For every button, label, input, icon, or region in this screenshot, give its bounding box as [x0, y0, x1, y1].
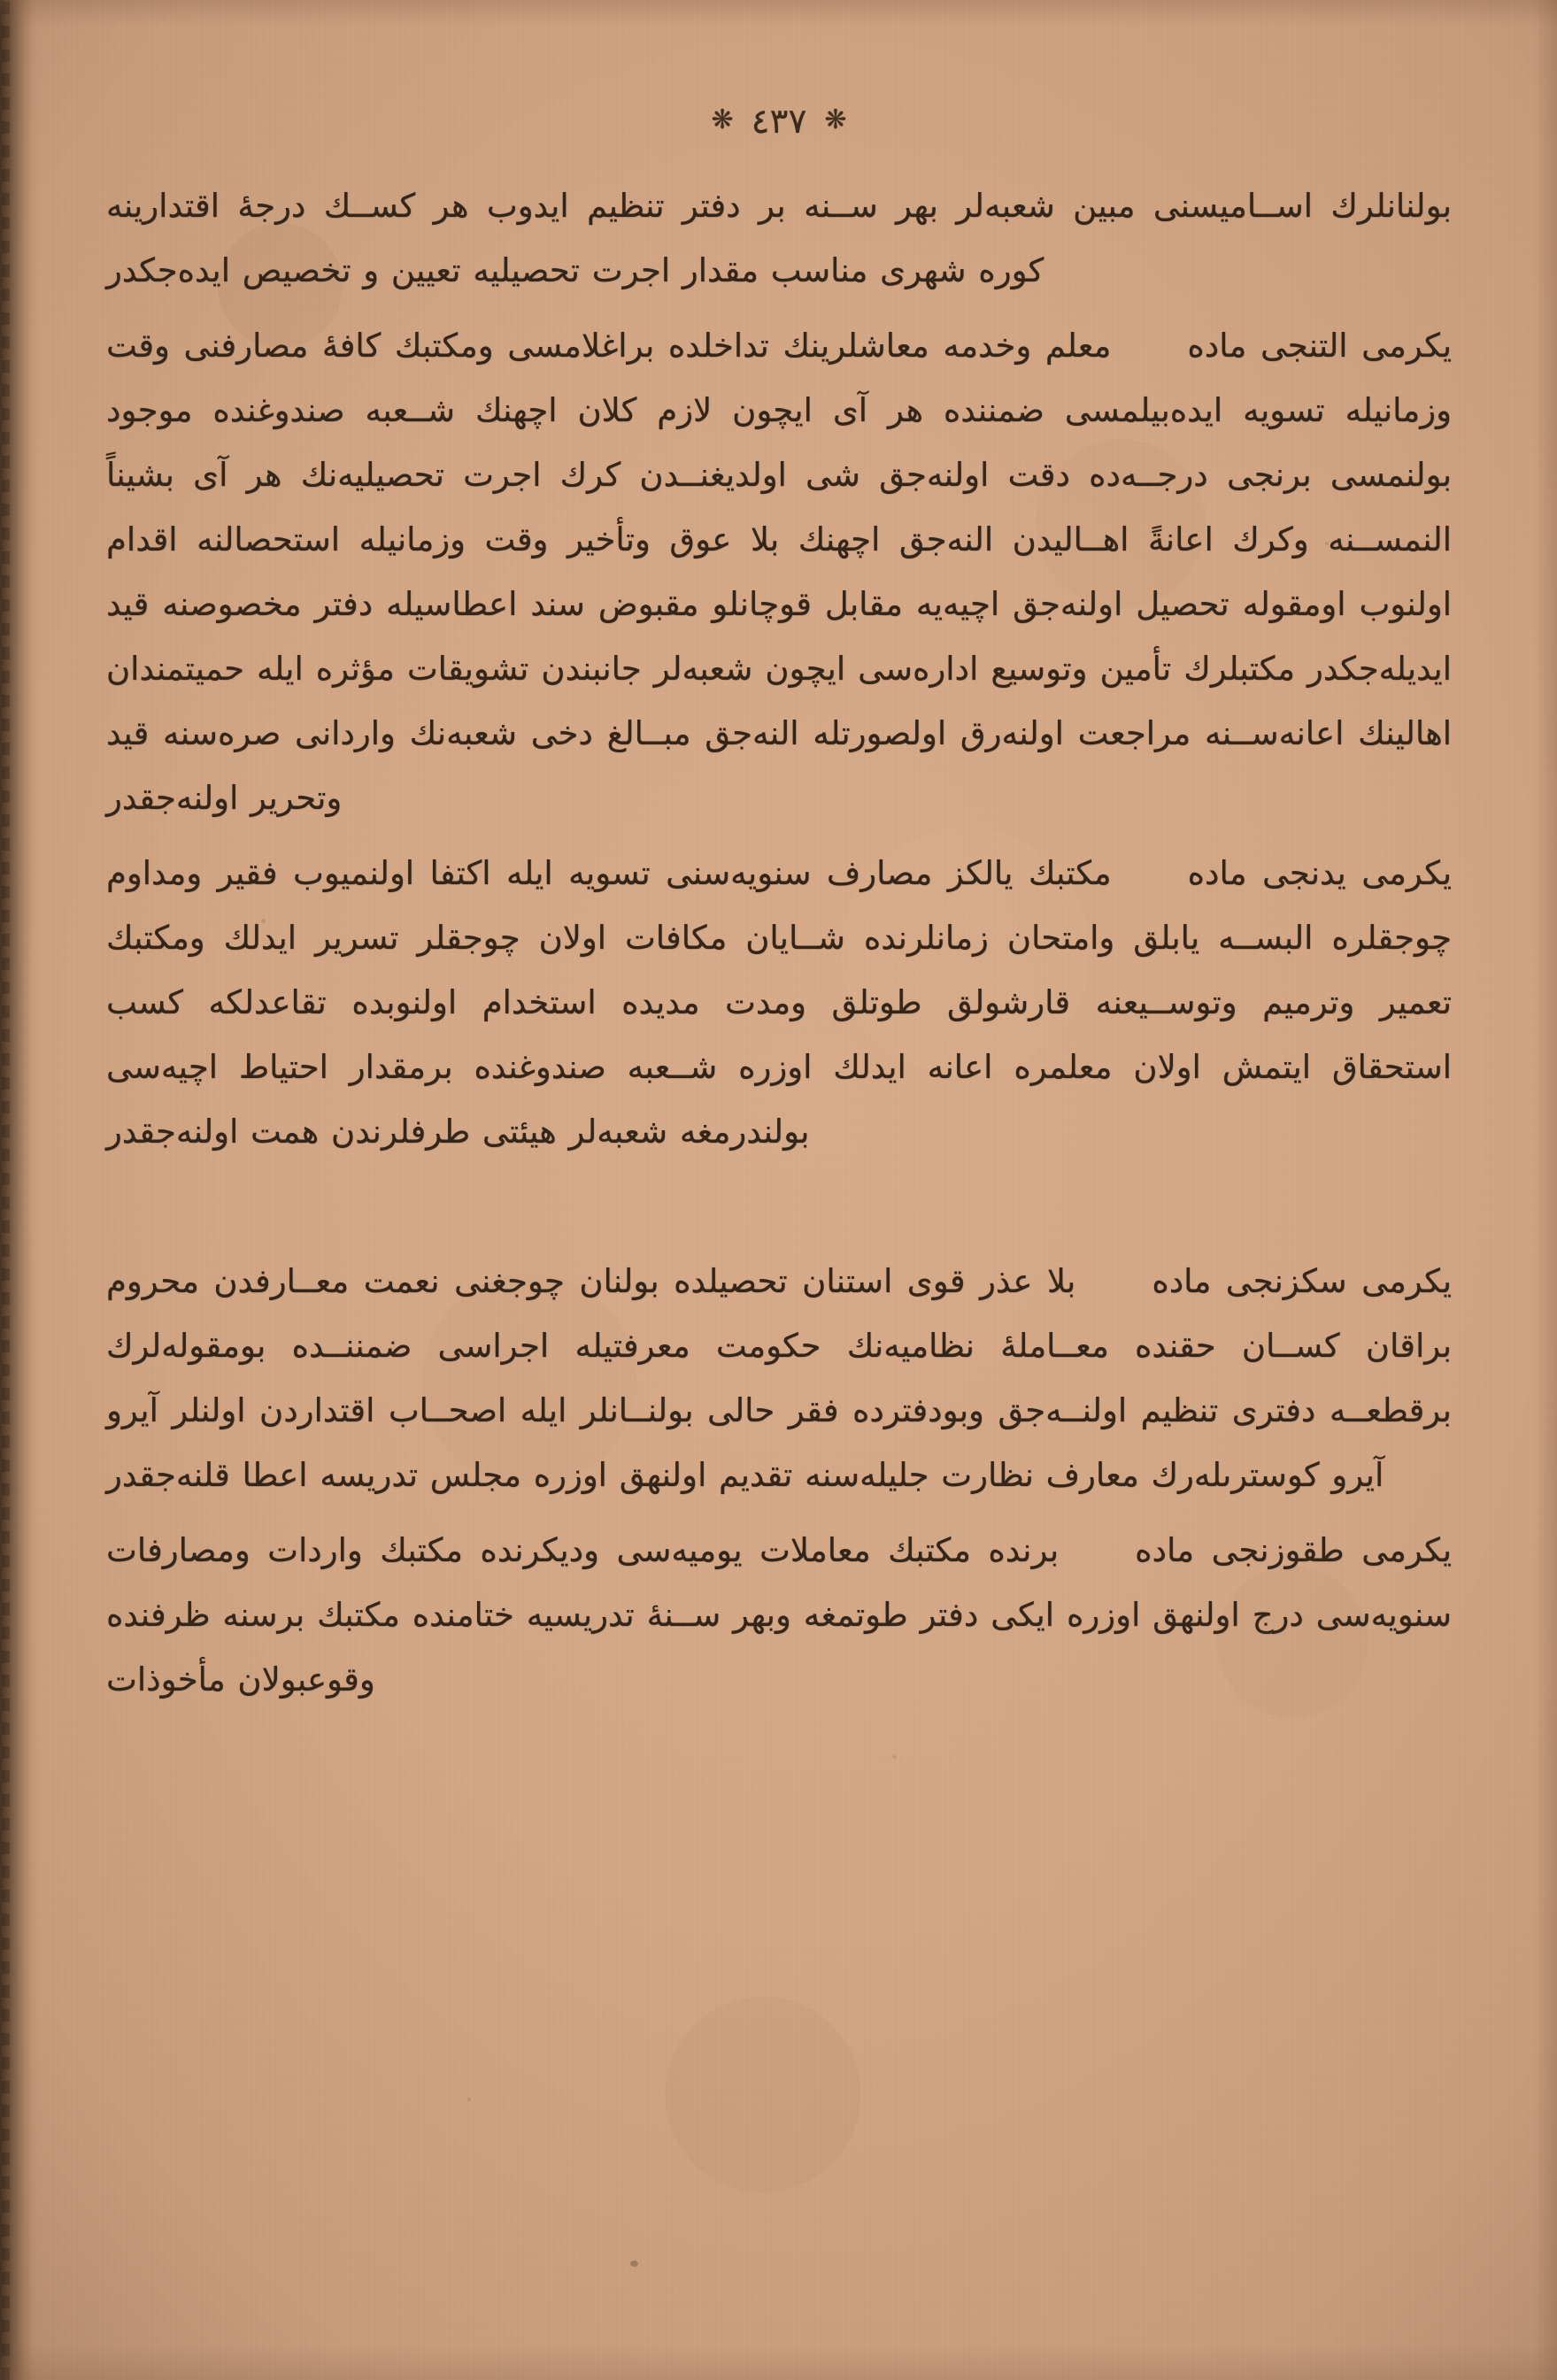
paragraph-continuation	[106, 173, 1452, 303]
text-column	[106, 0, 1452, 2380]
article-heading: يكرمى طقوزنجى ماده	[1135, 1531, 1453, 1569]
book-gutter-shadow	[0, 0, 41, 2380]
paragraph-text: معلم وخدمه معاشلرينك تداخلده براغلامسى ومكتبك كافهٔ مصارفنى وقت وزمانيله تسويه ايده‌بيلمسى ضمننده هر آى ايچون لازم كلان اچهنك شــعبه صندوغنده موجود بولنمسى برنجى درجــه‌ده دقت اولنه‌جق شى اولديغنــدن كرك اجرت تحصيليه‌نك هر آى بشيناً النمســنه وكرك اعانةً اهــاليدن النه‌جق اچهنك بلا عوق وتأخير وقت وزمانيله استحصالنه اقدام اولنوب اومقوله تحصيل اولنه‌جق اچيه‌يه مقابل قوچانلو مقبوض سند اعطاسيله دفتر مخصوصنه قيد ايديله‌جكدر مكتبلرك تأمين وتوسيع اداره‌سى ايچون شعبه‌لر جانبندن تشويقات مؤثره ايله حميتمندان اهالينك اعانه‌ســنه مراجعت اولنه‌رق اولصورتله النه‌جق مبــالغ دخى شعبه‌نك واردانى صره‌سنه قيد وتحرير اولنه‌جقدر	[106, 327, 1452, 817]
page-number: ٤٣٧	[751, 102, 807, 142]
paragraph-text: مكتبك يالكز مصارف سنويه‌سنى تسويه ايله اكتفا اولنميوب فقير ومداوم چوجقلره البســه يابلق وامتحان زمانلرنده شــايان مكافات اولان چوجقلر تسرير ايدلك ومكتبك تعمير وترميم وتوســيعنه قارشولق طوتلق ومدت مديده استخدام اولنوبده تقاعدلكه كسب استحقاق ايتمش اولان معلمره اعانه ايدلك اوزره شــعبه صندوغنده برمقدار احتياط اچيه‌سى بولندرمغه شعبه‌لر هيئتى طرفلرندن همت اولنه‌جقدر	[106, 854, 1452, 1151]
paragraph-text: بولنانلرك اســاميسنى مبين شعبه‌لر بهر ســنه بر دفتر تنظيم ايدوب هر كســك درجهٔ اقتدارينه كوره شهرى مناسب مقدار اجرت تحصيليه تعيين و تخصيص ايده‌جكدر	[106, 187, 1452, 289]
star-ornament-icon: ❋	[824, 104, 847, 135]
article-heading: يكرمى التنجى ماده	[1187, 327, 1452, 365]
article-heading: يكرمى سكزنجى ماده	[1152, 1262, 1452, 1300]
paragraph-article-29	[106, 1518, 1452, 1712]
running-head	[106, 102, 1452, 142]
star-ornament-icon: ❋	[711, 104, 734, 135]
page-right-edge-shading	[1534, 0, 1557, 2380]
article-heading: يكرمى يدنجى ماده	[1187, 854, 1452, 892]
paragraph-text: بلا عذر قوى استنان تحصيلده بولنان چوجغنى نعمت معــارفدن محروم براقان كســان حقنده معــاملهٔ نظاميه‌نك حكومت معرفتيله اجراسى ضمننــده بومقوله‌لرك برقطعــه دفترى تنظيم اولنــه‌جق وبودفترده فقر حالى بولنــانلر ايله اصحــاب اقتداردن اولنلر آيرو آيرو كوسترىله‌رك معارف نظارت جليله‌سنه تقديم اولنهق اوزره مجلس تدريسه اعطا قلنه‌جقدر	[106, 1262, 1452, 1494]
paragraph-article-26	[106, 313, 1452, 830]
paragraph-article-28	[106, 1249, 1452, 1507]
paragraph-text: برنده مكتبك معاملات يوميه‌سى وديكرنده مكتبك واردات ومصارفات سنويه‌سى درج اولنهق اوزره ايكى دفتر طوتمغه وبهر ســنهٔ تدريسيه ختامنده مكتبك برسنه ظرفنده وقوعبولان مأخوذات	[106, 1531, 1452, 1698]
paragraph-article-27	[106, 841, 1452, 1164]
body-text	[106, 173, 1452, 1722]
